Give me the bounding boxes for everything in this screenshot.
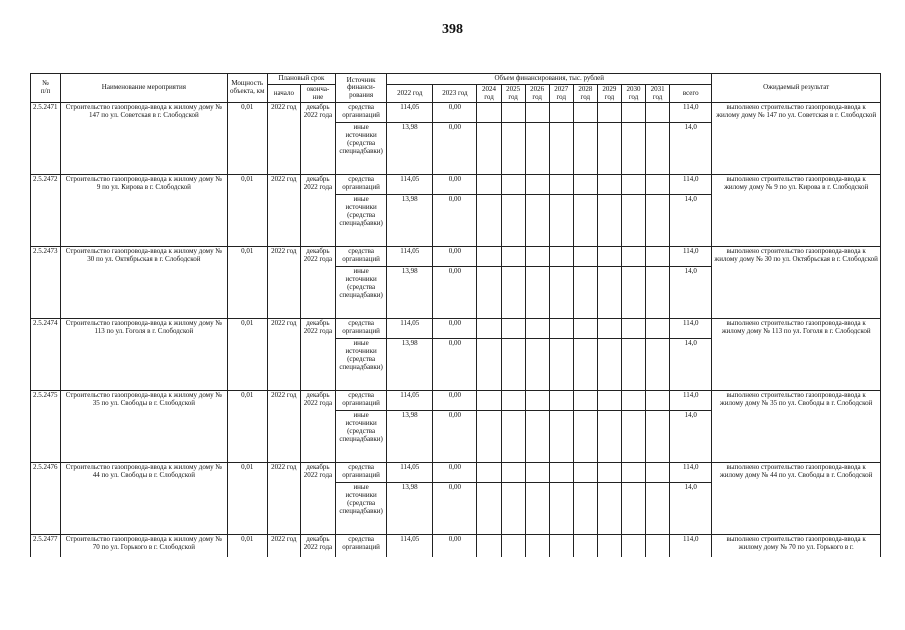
row-result: выполнено строительство газопровода-ввода к жилому дому № 113 по ул. Гоголя в г. Слободской — [712, 319, 881, 391]
row-name: Строительство газопровода-ввода к жилому дому № 113 по ул. Гоголя в г. Слободской — [61, 319, 228, 391]
table-row — [31, 391, 881, 411]
header-year-2026: 2026 год — [525, 84, 549, 103]
header-volume: Объем финансирования, тыс. рублей — [387, 74, 712, 85]
row-source-other: иные источники (средства спецнадбавки) — [336, 267, 387, 319]
row-total-org: 114,0 — [670, 175, 712, 195]
row-start: 2022 год — [267, 463, 300, 535]
row-2022-org: 114,05 — [387, 175, 433, 195]
row-source-org: средства организаций — [336, 463, 387, 483]
row-number: 2.5.2476 — [31, 463, 61, 535]
row-start: 2022 год — [267, 535, 300, 557]
row-name: Строительство газопровода-ввода к жилому дому № 30 по ул. Октябрьская в г. Слободской — [61, 247, 228, 319]
header-term: Плановый срок — [267, 74, 335, 85]
row-number: 2.5.2474 — [31, 319, 61, 391]
row-name: Строительство газопровода-ввода к жилому дому № 44 по ул. Свободы в г. Слободской — [61, 463, 228, 535]
row-total-other: 14,0 — [670, 195, 712, 247]
row-2022-other: 13,98 — [387, 483, 433, 535]
row-start: 2022 год — [267, 391, 300, 463]
header-name: Наименование мероприятия — [61, 74, 228, 103]
row-2023-other: 0,00 — [433, 195, 477, 247]
row-start: 2022 год — [267, 175, 300, 247]
header-year-2027: 2027 год — [549, 84, 573, 103]
row-end: декабрь 2022 года — [300, 103, 335, 175]
header-year-2023: 2023 год — [433, 84, 477, 103]
table-row — [31, 319, 881, 339]
row-result: выполнено строительство газопровода-ввода к жилому дому № 30 по ул. Октябрьская в г. Слободской — [712, 247, 881, 319]
header-source: Источник финанси-рования — [336, 74, 387, 103]
header-power: Мощность объекта, км — [227, 74, 267, 103]
row-source-org: средства организаций — [336, 319, 387, 339]
row-source-other: иные источники (средства спецнадбавки) — [336, 195, 387, 247]
header-year-2030: 2030 год — [621, 84, 645, 103]
row-total-other: 14,0 — [670, 411, 712, 463]
row-start: 2022 год — [267, 103, 300, 175]
table-header — [31, 74, 881, 103]
row-end: декабрь 2022 года — [300, 463, 335, 535]
row-end: декабрь 2022 года — [300, 391, 335, 463]
row-2022-org: 114,05 — [387, 535, 433, 557]
header-result: Ожидаемый результат — [712, 74, 881, 103]
row-2022-org: 114,05 — [387, 103, 433, 123]
row-2023-org: 0,00 — [433, 535, 477, 557]
row-number: 2.5.2472 — [31, 175, 61, 247]
row-source-other: иные источники (средства спецнадбавки) — [336, 483, 387, 535]
row-total-org: 114,0 — [670, 319, 712, 339]
row-2023-other: 0,00 — [433, 483, 477, 535]
row-2023-other: 0,00 — [433, 339, 477, 391]
row-source-org: средства организаций — [336, 247, 387, 267]
row-2023-org: 0,00 — [433, 319, 477, 339]
row-result: выполнено строительство газопровода-ввода к жилому дому № 44 по ул. Свободы в г. Слободской — [712, 463, 881, 535]
row-power: 0,01 — [227, 463, 267, 535]
row-source-org: средства организаций — [336, 535, 387, 557]
header-total: всего — [670, 84, 712, 103]
row-2023-org: 0,00 — [433, 103, 477, 123]
table-row — [31, 535, 881, 557]
row-source-org: средства организаций — [336, 103, 387, 123]
row-2023-org: 0,00 — [433, 175, 477, 195]
row-end: декабрь 2022 года — [300, 175, 335, 247]
row-name: Строительство газопровода-ввода к жилому дому № 147 по ул. Советская в г. Слободской — [61, 103, 228, 175]
row-total-other: 14,0 — [670, 267, 712, 319]
row-power: 0,01 — [227, 535, 267, 557]
row-2022-org: 114,05 — [387, 247, 433, 267]
row-result: выполнено строительство газопровода-ввода к жилому дому № 147 по ул. Советская в г. Слободской — [712, 103, 881, 175]
row-total-other: 14,0 — [670, 483, 712, 535]
header-year-2029: 2029 год — [597, 84, 621, 103]
row-end: декабрь 2022 года — [300, 319, 335, 391]
header-end: оконча-ние — [300, 84, 335, 103]
row-2023-other: 0,00 — [433, 123, 477, 175]
page-number: 398 — [442, 22, 463, 37]
row-result: выполнено строительство газопровода-ввода к жилому дому № 9 по ул. Кирова в г. Слободской — [712, 175, 881, 247]
row-total-org: 114,0 — [670, 391, 712, 411]
row-end: декабрь 2022 года — [300, 247, 335, 319]
header-year-2031: 2031 год — [646, 84, 670, 103]
row-total-org: 114,0 — [670, 103, 712, 123]
row-power: 0,01 — [227, 103, 267, 175]
table-row — [31, 175, 881, 195]
row-number: 2.5.2477 — [31, 535, 61, 557]
row-result: выполнено строительство газопровода-ввода к жилому дому № 35 по ул. Свободы в г. Слободской — [712, 391, 881, 463]
row-power: 0,01 — [227, 319, 267, 391]
table-row — [31, 463, 881, 483]
financing-table — [30, 73, 881, 557]
row-name: Строительство газопровода-ввода к жилому дому № 35 по ул. Свободы в г. Слободской — [61, 391, 228, 463]
header-year-2022: 2022 год — [387, 84, 433, 103]
row-2023-other: 0,00 — [433, 267, 477, 319]
row-start: 2022 год — [267, 319, 300, 391]
row-start: 2022 год — [267, 247, 300, 319]
row-number: 2.5.2475 — [31, 391, 61, 463]
row-2022-other: 13,98 — [387, 339, 433, 391]
row-total-other: 14,0 — [670, 339, 712, 391]
row-2022-org: 114,05 — [387, 391, 433, 411]
row-source-org: средства организаций — [336, 175, 387, 195]
header-year-2024: 2024 год — [477, 84, 501, 103]
row-2023-org: 0,00 — [433, 391, 477, 411]
row-total-other: 14,0 — [670, 123, 712, 175]
row-source-org: средства организаций — [336, 391, 387, 411]
row-power: 0,01 — [227, 391, 267, 463]
row-2022-org: 114,05 — [387, 463, 433, 483]
row-2022-other: 13,98 — [387, 411, 433, 463]
row-number: 2.5.2471 — [31, 103, 61, 175]
row-total-org: 114,0 — [670, 463, 712, 483]
row-name: Строительство газопровода-ввода к жилому дому № 9 по ул. Кирова в г. Слободской — [61, 175, 228, 247]
row-2022-other: 13,98 — [387, 267, 433, 319]
table-row — [31, 247, 881, 267]
row-result: выполнено строительство газопровода-ввода к жилому дому № 70 по ул. Горького в г. — [712, 535, 881, 557]
row-source-other: иные источники (средства спецнадбавки) — [336, 339, 387, 391]
row-2023-org: 0,00 — [433, 463, 477, 483]
row-source-other: иные источники (средства спецнадбавки) — [336, 411, 387, 463]
row-total-org: 114,0 — [670, 535, 712, 557]
row-source-other: иные источники (средства спецнадбавки) — [336, 123, 387, 175]
row-name: Строительство газопровода-ввода к жилому дому № 70 по ул. Горького в г. Слободской — [61, 535, 228, 557]
header-year-2025: 2025 год — [501, 84, 525, 103]
header-year-2028: 2028 год — [573, 84, 597, 103]
row-number: 2.5.2473 — [31, 247, 61, 319]
row-total-org: 114,0 — [670, 247, 712, 267]
row-2022-other: 13,98 — [387, 195, 433, 247]
row-power: 0,01 — [227, 247, 267, 319]
table-row — [31, 103, 881, 123]
row-2023-other: 0,00 — [433, 411, 477, 463]
row-2022-org: 114,05 — [387, 319, 433, 339]
row-end: декабрь 2022 года — [300, 535, 335, 557]
row-2022-other: 13,98 — [387, 123, 433, 175]
row-power: 0,01 — [227, 175, 267, 247]
header-no: № п/п — [31, 74, 61, 103]
row-2023-org: 0,00 — [433, 247, 477, 267]
header-start: начало — [267, 84, 300, 103]
